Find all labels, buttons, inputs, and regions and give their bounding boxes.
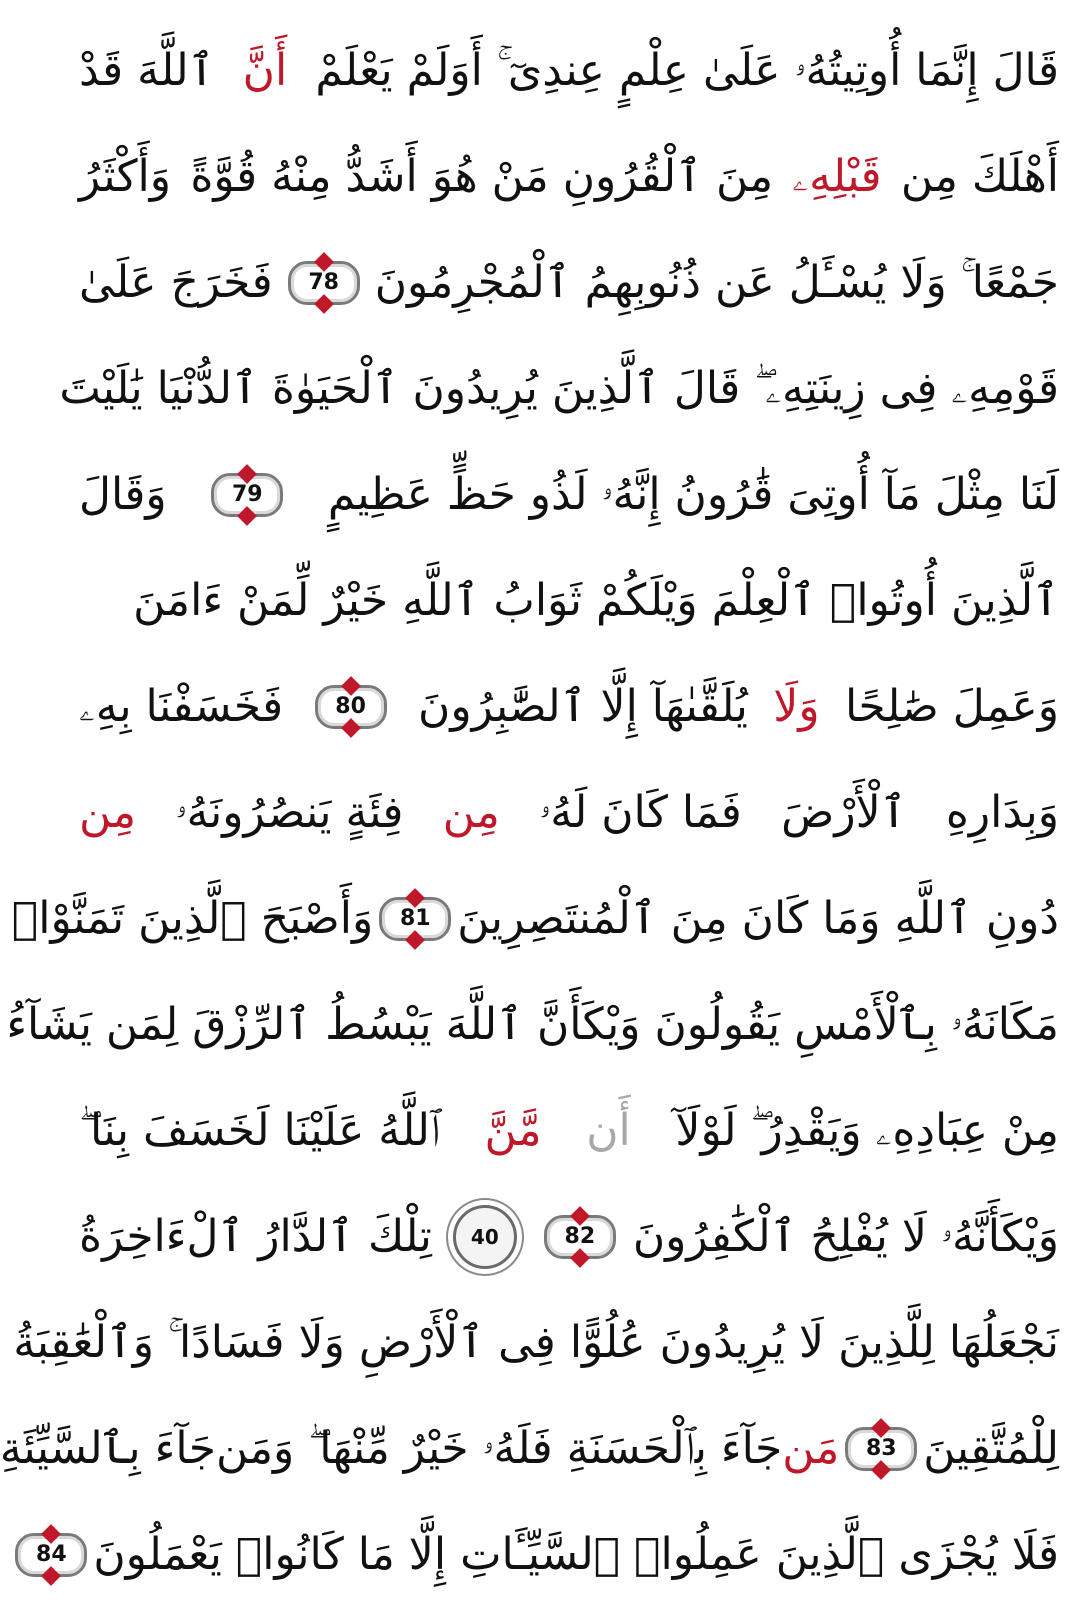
ayah-number-marker [211, 473, 283, 517]
text-line [79, 124, 1059, 230]
verse-text: ٱلَّذِينَ أُوتُوا۟ ٱلْعِلْمَ وَيْلَكُمْ ثَوَابُ ٱللَّهِ خَيْرٌ لِّمَنْ ءَامَنَ [133, 575, 1059, 626]
verse-text: قَبْلِهِۦ [792, 151, 882, 202]
text-line [79, 18, 1059, 124]
text-line [0, 1396, 1059, 1502]
verse-text: ٱللَّهُ عَلَيْنَا لَخَسَفَ بِنَا ۖ [79, 1105, 440, 1156]
text-line [79, 230, 1059, 336]
verse-text: وَأَكْثَرُ [79, 151, 171, 202]
verse-text: دُونِ ٱللَّهِ وَمَا كَانَ مِنَ ٱلْمُنتَصِرِينَ [457, 893, 1059, 944]
verse-text: لَنَا مِثْلَ مَآ أُوتِىَ قَٰرُونُ إِنَّهُۥ لَذُو حَظٍّ عَظِيمٍ [327, 469, 1059, 520]
ayah-number: 81 [399, 906, 431, 931]
text-line [79, 760, 1059, 866]
verse-text: أَن [586, 1105, 631, 1156]
ayah-number: 84 [36, 1542, 67, 1567]
verse-text: لِلْمُتَّقِينَ [923, 1423, 1059, 1474]
verse-text: مَكَانَهُۥ بِٱلْأَمْسِ يَقُولُونَ وَيْكَأَنَّ ٱللَّهَ يَبْسُطُ ٱلرِّزْقَ لِمَن يَشَآءُ [6, 999, 1059, 1050]
verse-text: فَخَسَفْنَا بِهِۦ [79, 681, 284, 732]
ayah-number-marker [15, 1533, 87, 1577]
hizb-number: 40 [470, 1225, 499, 1249]
ayah-number-marker [845, 1427, 917, 1471]
verse-text: قَوْمِهِۦ فِى زِينَتِهِۦ ۖ قَالَ ٱلَّذِينَ يُرِيدُونَ ٱلْحَيَوٰةَ ٱلدُّنْيَا يَٰلَيْتَ [59, 363, 1059, 414]
verse-text: ٱللَّهَ قَدْ [79, 45, 215, 96]
verse-text: وَعَمِلَ صَٰلِحًا [845, 681, 1059, 732]
verse-text: مِنْ عِبَادِهِۦ وَيَقْدِرُ ۖ لَوْلَآ [675, 1105, 1059, 1156]
ayah-number: 83 [865, 1436, 897, 1461]
hizb-marker-icon [453, 1205, 517, 1269]
ayah-number: 82 [564, 1224, 596, 1249]
verse-text: قَالَ إِنَّمَا أُوتِيتُهُۥ عَلَىٰ عِلْمٍ عِندِىٓ ۚ أَوَلَمْ يَعْلَمْ [315, 45, 1059, 96]
verse-text: فَمَا كَانَ لَهُۥ [539, 787, 742, 838]
verse-text: مِنَ ٱلْقُرُونِ مَنْ هُوَ أَشَدُّ مِنْهُ قُوَّةً [190, 151, 774, 202]
verse-text: مِن [442, 787, 500, 838]
verse-text: يُلَقَّىٰهَآ إِلَّا ٱلصَّٰبِرُونَ [418, 681, 748, 732]
text-line [11, 866, 1059, 972]
text-line [36, 1502, 1059, 1608]
text-line [79, 1078, 1059, 1184]
verse-text: نَجْعَلُهَا لِلَّذِينَ لَا يُرِيدُونَ عُلُوًّا فِى ٱلْأَرْضِ وَلَا فَسَادًا ۚ وَٱلْعَٰقِبَةُ [13, 1317, 1059, 1368]
text-line [59, 336, 1059, 442]
text-line [79, 442, 1059, 548]
verse-text: ٱلْأَرْضَ [781, 787, 907, 838]
verse-text: مِن [79, 787, 137, 838]
verse-text: جَمْعًا ۚ وَلَا يُسْـَٔلُ عَن ذُنُوبِهِمُ ٱلْمُجْرِمُونَ [374, 257, 1059, 308]
verse-text: مَّنَّ [484, 1105, 542, 1156]
verse-text: أَهْلَكَ مِن [900, 151, 1059, 202]
verse-text: تِلْكَ ٱلدَّارُ ٱلْءَاخِرَةُ [79, 1211, 432, 1262]
ayah-number-marker [288, 261, 360, 305]
text-line [13, 1290, 1059, 1396]
ayah-number-marker [544, 1215, 616, 1259]
verse-text: وَلَا [773, 681, 820, 732]
ayah-number: 78 [308, 270, 339, 295]
verse-text: وَقَالَ [79, 469, 167, 520]
verse-text: فَخَرَجَ عَلَىٰ [79, 257, 273, 308]
verse-text: جَآءَ بِٱلسَّيِّئَةِ [0, 1423, 216, 1474]
verse-text: وَأَصْبَحَ ٱلَّذِينَ تَمَنَّوْا۟ [11, 893, 374, 944]
verse-text: أَنَّ [242, 45, 288, 96]
ayah-number-marker [315, 685, 387, 729]
ayah-number: 80 [335, 694, 366, 719]
verse-text: فِئَةٍ يَنصُرُونَهُۥ [175, 787, 404, 838]
text-line [79, 654, 1059, 760]
text-line [6, 972, 1059, 1078]
verse-text: وَيْكَأَنَّهُۥ لَا يُفْلِحُ ٱلْكَٰفِرُونَ [632, 1211, 1059, 1262]
text-line [79, 548, 1059, 654]
ayah-number-marker [379, 897, 451, 941]
ayah-number: 79 [231, 482, 263, 507]
text-line [79, 1184, 1059, 1290]
verse-text: وَبِدَارِهِ [945, 787, 1059, 838]
verse-text: فَلَا يُجْزَى ٱلَّذِينَ عَمِلُوا۟ ٱلسَّيِّـَٔاتِ إِلَّا مَا كَانُوا۟ يَعْمَلُونَ [93, 1529, 1059, 1580]
verse-text: جَآءَ بِٱلْحَسَنَةِ فَلَهُۥ خَيْرٌ مِّنْهَا ۖ وَمَن [215, 1423, 783, 1474]
verse-text: مَن [782, 1423, 840, 1474]
